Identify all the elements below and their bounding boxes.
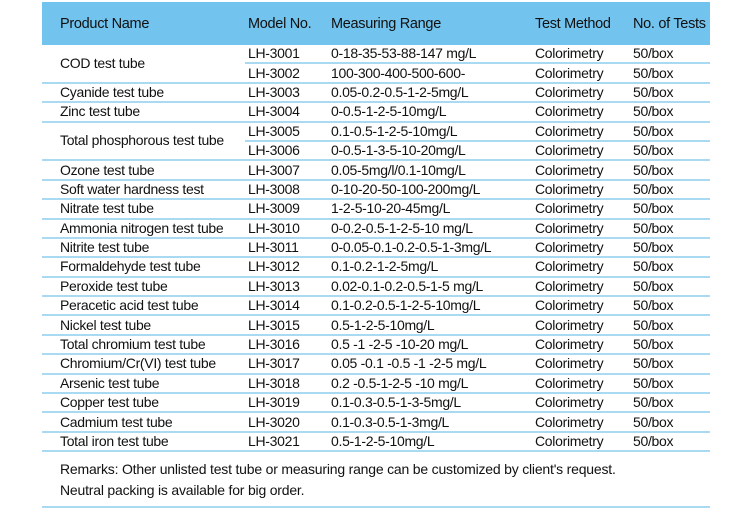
product-name: Formaldehyde test tube (42, 257, 245, 276)
tests-cell: 50/box (630, 335, 710, 354)
method-cell: Colorimetry (532, 374, 630, 393)
range-cell: 100-300-400-500-600- (328, 63, 532, 82)
model-cell: LH-3006 (245, 141, 328, 160)
tests-cell: 50/box (630, 160, 710, 179)
range-cell: 0.05-5mg/l/0.1-10mg/L (328, 160, 532, 179)
range-cell: 0-18-35-53-88-147 mg/L (328, 45, 532, 63)
table-row (42, 432, 710, 451)
tests-cell: 50/box (630, 257, 710, 276)
product-name: Ozone test tube (42, 160, 245, 179)
method-cell: Colorimetry (532, 257, 630, 276)
method-cell: Colorimetry (532, 180, 630, 199)
range-cell: 0-0.5-1-3-5-10-20mg/L (328, 141, 532, 160)
range-cell: 0.1-0.3-0.5-1-3mg/L (328, 412, 532, 431)
model-cell: LH-3008 (245, 180, 328, 199)
method-cell: Colorimetry (532, 160, 630, 179)
range-cell: 0.5-1-2-5-10mg/L (328, 432, 532, 451)
range-cell: 0.2 -0.5-1-2-5 -10 mg/L (328, 374, 532, 393)
range-cell: 0.1-0.3-0.5-1-3-5mg/L (328, 393, 532, 412)
product-name: Soft water hardness test (42, 180, 245, 199)
model-cell: LH-3010 (245, 219, 328, 238)
table-row (42, 335, 710, 354)
table-row (42, 45, 710, 63)
model-cell: LH-3007 (245, 160, 328, 179)
method-cell: Colorimetry (532, 122, 630, 141)
model-cell: LH-3020 (245, 412, 328, 431)
tests-cell: 50/box (630, 219, 710, 238)
tests-cell: 50/box (630, 238, 710, 257)
product-table (42, 2, 710, 452)
product-name: Ammonia nitrogen test tube (42, 219, 245, 238)
tests-cell: 50/box (630, 277, 710, 296)
method-cell: Colorimetry (532, 335, 630, 354)
product-name: Arsenic test tube (42, 374, 245, 393)
range-cell: 0.1-0.2-1-2-5mg/L (328, 257, 532, 276)
product-name: Nitrite test tube (42, 238, 245, 257)
header-row (42, 2, 710, 45)
tests-cell: 50/box (630, 45, 710, 63)
table-row (42, 83, 710, 102)
tests-cell: 50/box (630, 141, 710, 160)
table-row (42, 315, 710, 334)
range-cell: 0.05 -0.1 -0.5 -1 -2-5 mg/L (328, 354, 532, 373)
tests-cell: 50/box (630, 432, 710, 451)
product-name: Peroxide test tube (42, 277, 245, 296)
table-row (42, 160, 710, 179)
divider (42, 506, 710, 508)
remarks (60, 459, 616, 501)
product-name: Cadmium test tube (42, 412, 245, 431)
tests-cell: 50/box (630, 412, 710, 431)
product-name: Peracetic acid test tube (42, 296, 245, 315)
product-name: Cyanide test tube (42, 83, 245, 102)
method-cell: Colorimetry (532, 102, 630, 121)
model-cell: LH-3021 (245, 432, 328, 451)
model-cell: LH-3001 (245, 45, 328, 63)
method-cell: Colorimetry (532, 296, 630, 315)
model-cell: LH-3016 (245, 335, 328, 354)
range-cell: 0-10-20-50-100-200mg/L (328, 180, 532, 199)
range-cell: 0.02-0.1-0.2-0.5-1-5 mg/L (328, 277, 532, 296)
product-name: COD test tube (42, 45, 245, 83)
product-name: Total chromium test tube (42, 335, 245, 354)
method-cell: Colorimetry (532, 315, 630, 334)
header-test-method: Test Method (532, 2, 630, 45)
tests-cell: 50/box (630, 374, 710, 393)
model-cell: LH-3003 (245, 83, 328, 102)
table-row (42, 219, 710, 238)
product-name: Nitrate test tube (42, 199, 245, 218)
table-row (42, 354, 710, 373)
table-row (42, 374, 710, 393)
tests-cell: 50/box (630, 354, 710, 373)
method-cell: Colorimetry (532, 141, 630, 160)
tests-cell: 50/box (630, 393, 710, 412)
range-cell: 0.05-0.2-0.5-1-2-5mg/L (328, 83, 532, 102)
model-cell: LH-3013 (245, 277, 328, 296)
table-row (42, 277, 710, 296)
table-row (42, 102, 710, 121)
range-cell: 0.1-0.2-0.5-1-2-5-10mg/L (328, 296, 532, 315)
range-cell: 0.5-1-2-5-10mg/L (328, 315, 532, 334)
product-name: Nickel test tube (42, 315, 245, 334)
table-row (42, 199, 710, 218)
range-cell: 0.1-0.5-1-2-5-10mg/L (328, 122, 532, 141)
model-cell: LH-3005 (245, 122, 328, 141)
method-cell: Colorimetry (532, 354, 630, 373)
product-name: Total phosphorous test tube (42, 122, 245, 161)
method-cell: Colorimetry (532, 83, 630, 102)
tests-cell: 50/box (630, 315, 710, 334)
table-row (42, 296, 710, 315)
remarks-line: Remarks: Other unlisted test tube or measuring range can be customized by client's request. (60, 461, 616, 477)
table-row (42, 393, 710, 412)
method-cell: Colorimetry (532, 432, 630, 451)
range-cell: 0-0.5-1-2-5-10mg/L (328, 102, 532, 121)
product-name: Zinc test tube (42, 102, 245, 121)
tests-cell: 50/box (630, 83, 710, 102)
model-cell: LH-3017 (245, 354, 328, 373)
range-cell: 0-0.05-0.1-0.2-0.5-1-3mg/L (328, 238, 532, 257)
model-cell: LH-3004 (245, 102, 328, 121)
table-row (42, 180, 710, 199)
tests-cell: 50/box (630, 122, 710, 141)
model-cell: LH-3009 (245, 199, 328, 218)
product-name: Total iron test tube (42, 432, 245, 451)
range-cell: 1-2-5-10-20-45mg/L (328, 199, 532, 218)
method-cell: Colorimetry (532, 412, 630, 431)
method-cell: Colorimetry (532, 45, 630, 63)
table-row (42, 122, 710, 141)
method-cell: Colorimetry (532, 277, 630, 296)
model-cell: LH-3015 (245, 315, 328, 334)
header-no-of-tests: No. of Tests (630, 2, 710, 45)
range-cell: 0.5 -1 -2-5 -10-20 mg/L (328, 335, 532, 354)
method-cell: Colorimetry (532, 63, 630, 82)
range-cell: 0-0.2-0.5-1-2-5-10 mg/L (328, 219, 532, 238)
model-cell: LH-3019 (245, 393, 328, 412)
header-product-name: Product Name (42, 2, 245, 45)
model-cell: LH-3012 (245, 257, 328, 276)
model-cell: LH-3014 (245, 296, 328, 315)
header-model-no: Model No. (245, 2, 328, 45)
model-cell: LH-3011 (245, 238, 328, 257)
table-row (42, 257, 710, 276)
product-name: Chromium/Cr(VI) test tube (42, 354, 245, 373)
tests-cell: 50/box (630, 199, 710, 218)
model-cell: LH-3018 (245, 374, 328, 393)
tests-cell: 50/box (630, 180, 710, 199)
tests-cell: 50/box (630, 296, 710, 315)
method-cell: Colorimetry (532, 199, 630, 218)
method-cell: Colorimetry (532, 238, 630, 257)
method-cell: Colorimetry (532, 219, 630, 238)
method-cell: Colorimetry (532, 393, 630, 412)
model-cell: LH-3002 (245, 63, 328, 82)
remarks-line: Neutral packing is available for big order. (60, 482, 305, 498)
tests-cell: 50/box (630, 102, 710, 121)
table-row (42, 238, 710, 257)
product-name: Copper test tube (42, 393, 245, 412)
table-row (42, 412, 710, 431)
tests-cell: 50/box (630, 63, 710, 82)
header-measuring-range: Measuring Range (328, 2, 532, 45)
